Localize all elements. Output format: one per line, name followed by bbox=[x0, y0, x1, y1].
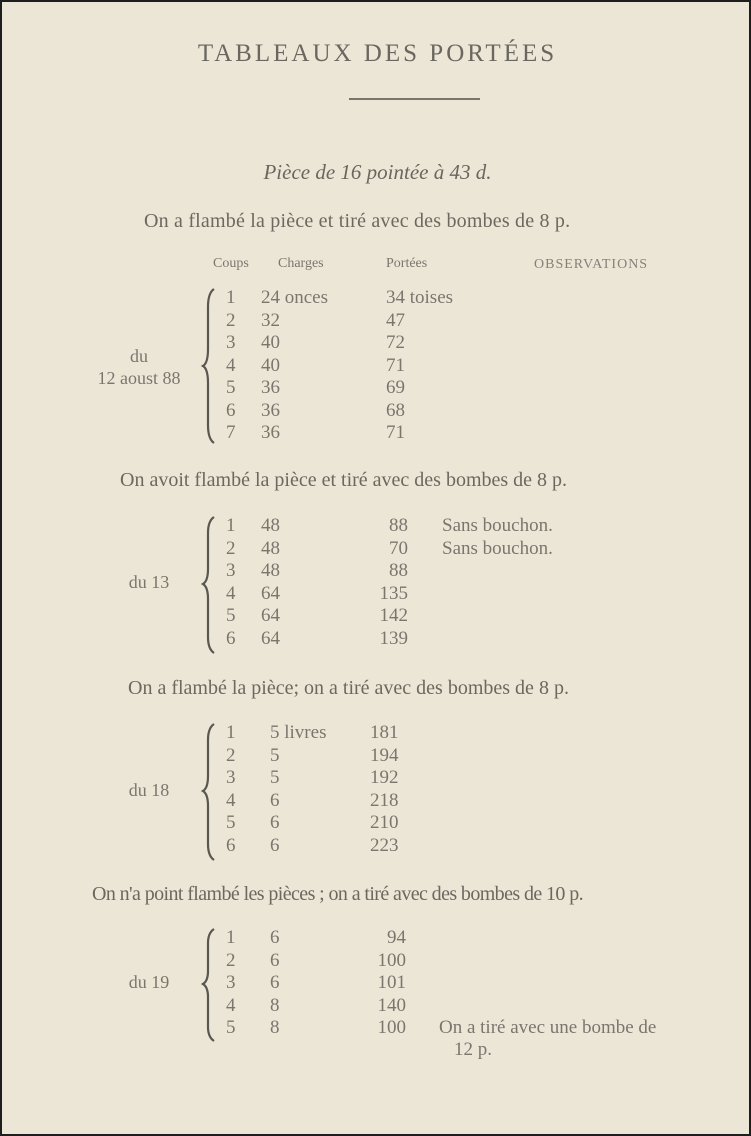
cell-charge: 64 bbox=[261, 605, 280, 626]
cell-charge: 6 bbox=[270, 972, 280, 993]
section-heading: On a flambé la pièce; on a tiré avec des bombes de 8 p. bbox=[128, 677, 569, 699]
cell-charge: 24 onces bbox=[261, 287, 329, 308]
cell-charge: 6 bbox=[270, 927, 280, 948]
cell-charge: 5 bbox=[270, 767, 280, 788]
cell-portee: 100 bbox=[377, 1017, 406, 1038]
cell-portee: 88 bbox=[389, 560, 408, 581]
column-header-portees: Portées bbox=[386, 256, 428, 271]
section-heading: On avoit flambé la pièce et tiré avec des bombes de 8 p. bbox=[120, 469, 568, 491]
brace-icon bbox=[200, 927, 222, 1043]
cell-coup: 5 bbox=[226, 377, 236, 398]
cell-portee: 94 bbox=[387, 927, 406, 948]
cell-charge: 40 bbox=[261, 354, 280, 376]
cell-portee: 47 bbox=[386, 309, 405, 331]
cell-observation: Sans bouchon. bbox=[442, 515, 553, 536]
section-heading: On n'a point flambé les pièces ; on a tiré avec des bombes de 10 p. bbox=[92, 883, 584, 905]
cell-charge: 64 bbox=[261, 582, 280, 604]
cell-portee: 194 bbox=[370, 744, 399, 766]
cell-charge: 36 bbox=[261, 399, 280, 421]
page-subtitle: Pièce de 16 pointée à 43 d. bbox=[263, 160, 492, 184]
cell-portee: 34 toises bbox=[386, 287, 454, 308]
cell-portee: 140 bbox=[377, 994, 406, 1016]
cell-coup: 2 bbox=[226, 309, 236, 331]
brace-icon bbox=[200, 287, 222, 445]
cell-coup: 3 bbox=[226, 767, 236, 788]
title-divider bbox=[349, 98, 480, 100]
cell-charge: 36 bbox=[261, 422, 280, 443]
section-date: du 18 bbox=[128, 780, 170, 800]
cell-coup: 2 bbox=[226, 537, 236, 559]
column-header-charges: Charges bbox=[278, 256, 324, 271]
cell-coup: 3 bbox=[226, 332, 236, 353]
cell-charge: 48 bbox=[261, 515, 280, 536]
date-line: du bbox=[130, 346, 148, 366]
cell-charge: 48 bbox=[261, 537, 280, 559]
cell-portee: 192 bbox=[370, 767, 399, 788]
observation-continuation: 12 p. bbox=[454, 1039, 492, 1060]
cell-charge: 64 bbox=[261, 627, 280, 649]
cell-coup: 5 bbox=[226, 1017, 236, 1038]
cell-coup: 1 bbox=[226, 722, 236, 743]
cell-portee: 210 bbox=[370, 812, 399, 833]
cell-charge: 6 bbox=[270, 949, 280, 971]
cell-portee: 101 bbox=[377, 972, 406, 993]
cell-coup: 6 bbox=[226, 627, 236, 649]
cell-coup: 4 bbox=[226, 582, 236, 604]
cell-charge: 8 bbox=[270, 1017, 280, 1038]
section-date: du 13 bbox=[128, 572, 170, 592]
brace-icon bbox=[200, 515, 222, 655]
cell-portee: 68 bbox=[386, 399, 405, 421]
brace-icon bbox=[200, 722, 222, 862]
section-date bbox=[84, 345, 194, 389]
cell-charge: 48 bbox=[261, 560, 280, 581]
cell-portee: 70 bbox=[389, 537, 408, 559]
cell-charge: 5 bbox=[270, 744, 280, 766]
page-title: TABLEAUX DES PORTÉES bbox=[197, 40, 558, 67]
cell-coup: 6 bbox=[226, 834, 236, 856]
cell-portee: 135 bbox=[379, 582, 408, 604]
cell-coup: 5 bbox=[226, 812, 236, 833]
cell-portee: 71 bbox=[386, 422, 405, 443]
cell-portee: 223 bbox=[370, 834, 399, 856]
cell-observation: On a tiré avec une bombe de bbox=[439, 1017, 657, 1038]
cell-portee: 100 bbox=[377, 949, 406, 971]
cell-coup: 3 bbox=[226, 972, 236, 993]
cell-charge: 6 bbox=[270, 812, 280, 833]
cell-coup: 6 bbox=[226, 399, 236, 421]
cell-charge: 36 bbox=[261, 377, 280, 398]
cell-portee: 139 bbox=[379, 627, 408, 649]
cell-portee: 88 bbox=[389, 515, 408, 536]
cell-coup: 2 bbox=[226, 744, 236, 766]
section-heading: On a flambé la pièce et tiré avec des bombes de 8 p. bbox=[144, 210, 571, 232]
cell-charge: 40 bbox=[261, 332, 280, 353]
cell-observation: Sans bouchon. bbox=[442, 537, 553, 559]
cell-charge: 32 bbox=[261, 309, 280, 331]
cell-coup: 1 bbox=[226, 515, 236, 536]
date-line: 12 aoust 88 bbox=[97, 368, 181, 388]
cell-coup: 5 bbox=[226, 605, 236, 626]
column-header-coups: Coups bbox=[213, 256, 249, 271]
cell-portee: 72 bbox=[386, 332, 405, 353]
cell-coup: 2 bbox=[226, 949, 236, 971]
cell-portee: 181 bbox=[370, 722, 399, 743]
cell-charge: 6 bbox=[270, 789, 280, 811]
cell-coup: 1 bbox=[226, 927, 236, 948]
cell-portee: 71 bbox=[386, 354, 405, 376]
cell-coup: 4 bbox=[226, 789, 236, 811]
cell-charge: 6 bbox=[270, 834, 280, 856]
cell-portee: 218 bbox=[370, 789, 399, 811]
column-header-observations: OBSERVATIONS bbox=[534, 257, 649, 272]
cell-coup: 4 bbox=[226, 354, 236, 376]
cell-coup: 3 bbox=[226, 560, 236, 581]
cell-coup: 4 bbox=[226, 994, 236, 1016]
section-date: du 19 bbox=[128, 972, 170, 992]
cell-charge: 8 bbox=[270, 994, 280, 1016]
cell-portee: 69 bbox=[386, 377, 405, 398]
cell-portee: 142 bbox=[379, 605, 408, 626]
cell-coup: 1 bbox=[226, 287, 236, 308]
cell-coup: 7 bbox=[226, 422, 236, 443]
cell-charge: 5 livres bbox=[270, 722, 327, 743]
